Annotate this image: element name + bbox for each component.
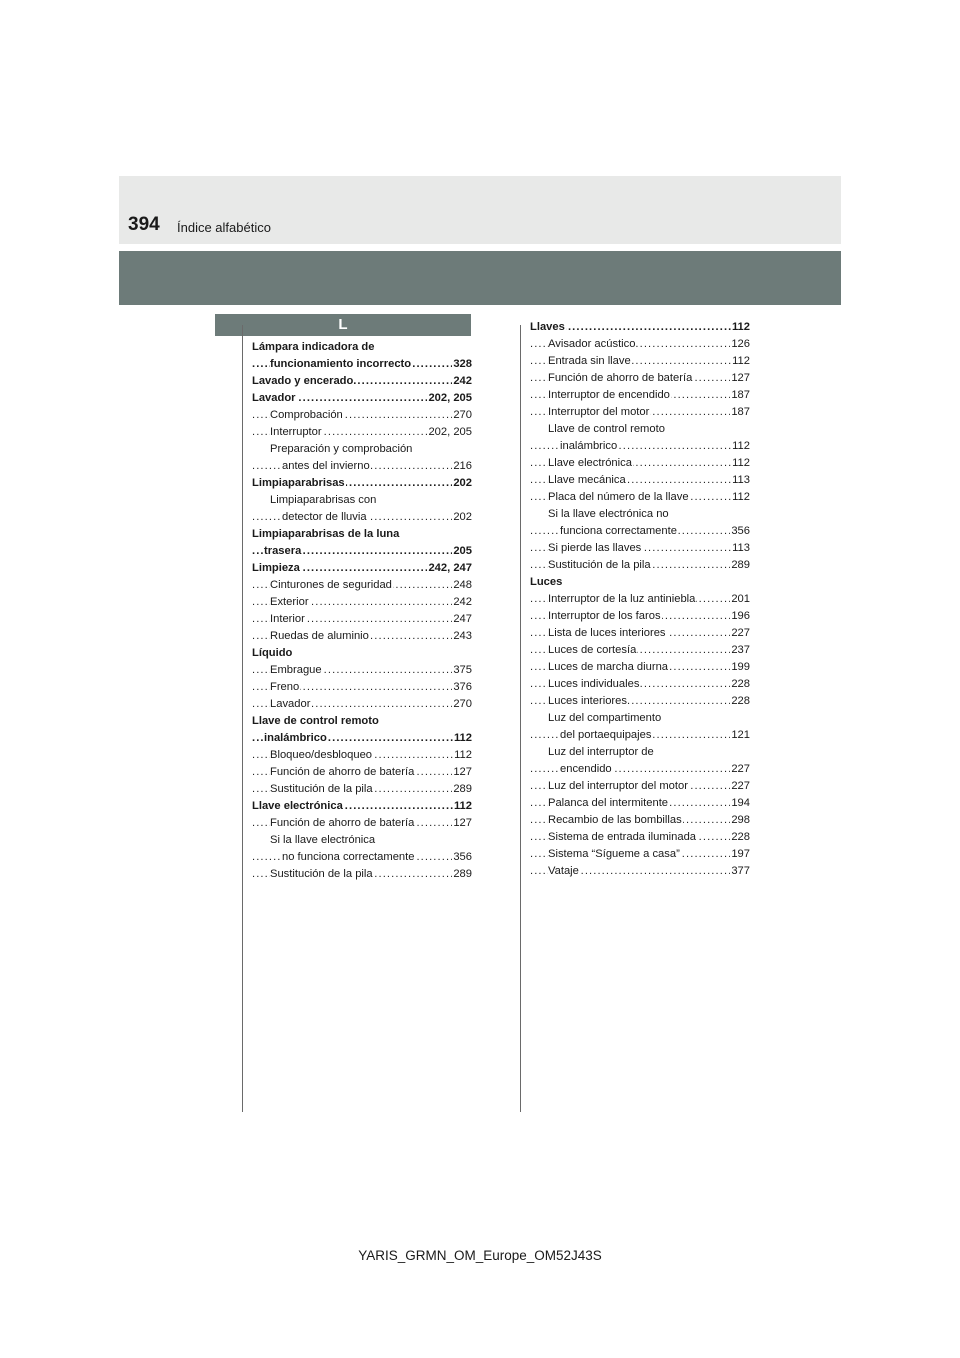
index-entry-term: Función de ahorro de batería: [270, 766, 415, 778]
index-entry: [530, 659, 750, 676]
index-entry-page: 289: [730, 557, 750, 574]
index-entry: [530, 829, 750, 846]
index-entry-term: del portaequipajes: [560, 729, 652, 741]
index-entry-page: 199: [730, 659, 750, 676]
index-entry: [530, 523, 750, 540]
index-entry-term: Placa del número de la llave: [548, 491, 689, 503]
left-column-rule: [242, 325, 243, 1112]
index-entry: [252, 594, 472, 611]
index-entry: [252, 730, 472, 747]
index-entry: [252, 628, 472, 645]
index-entry-term: Si la llave electrónica: [270, 834, 376, 846]
index-entry: [530, 608, 750, 625]
index-entry-page: 205: [452, 543, 472, 560]
index-entry-term: Luces de cortesía: [548, 644, 637, 656]
index-entry: [252, 577, 472, 594]
index-entry-term: Interruptor de los faros: [548, 610, 661, 622]
index-entry-term: Entrada sin llave: [548, 355, 631, 367]
index-entry-page: 242, 247: [427, 560, 472, 577]
index-entry: [530, 421, 750, 438]
index-entry: [530, 336, 750, 353]
index-entry-term: Lavador: [252, 392, 296, 404]
index-entry-term: Comprobación: [270, 409, 343, 421]
index-entry-term: Embrague: [270, 664, 322, 676]
index-entry: [530, 812, 750, 829]
index-entry-term: Exterior: [270, 596, 309, 608]
index-entry-page: 356: [452, 849, 472, 866]
index-entry-term: Sistema de entrada iluminada: [548, 831, 697, 843]
index-entry-term: Luz del interruptor de: [548, 746, 654, 758]
index-entry-term: Limpiaparabrisas: [252, 477, 345, 489]
index-entry-term: Luz del compartimento: [548, 712, 662, 724]
index-entry-page: 227: [730, 625, 750, 642]
index-entry-page: 112: [453, 730, 472, 747]
index-entry-page: 112: [731, 438, 750, 455]
index-column-right: [530, 319, 750, 880]
index-entry-page: 243: [452, 628, 472, 645]
chapter-band: [119, 251, 841, 305]
index-entry-page: 298: [730, 812, 750, 829]
index-entry-page: 112: [453, 747, 472, 764]
index-entry-term: Llaves: [530, 321, 565, 333]
index-entry-term: Ruedas de aluminio: [270, 630, 369, 642]
index-entry: [530, 676, 750, 693]
page-number: 394: [128, 214, 160, 235]
index-entry: [530, 574, 750, 591]
index-entry-page: 112: [731, 319, 750, 336]
index-entry: [530, 863, 750, 880]
index-entry: [252, 441, 472, 458]
index-entry-page: 375: [452, 662, 472, 679]
index-entry-page: 127: [730, 370, 750, 387]
index-entry: [252, 747, 472, 764]
index-entry-page: 237: [730, 642, 750, 659]
index-entry-page: 228: [730, 829, 750, 846]
index-entry-term: Interruptor: [270, 426, 322, 438]
index-entry-page: 112: [731, 489, 750, 506]
index-entry-page: 113: [731, 472, 750, 489]
index-entry: [252, 798, 472, 815]
index-entry: [252, 373, 472, 390]
index-entry-term: Lámpara indicadora de: [252, 341, 375, 353]
index-entry-term: Luces interiores: [548, 695, 627, 707]
index-entry-term: Sustitución de la pila: [270, 783, 373, 795]
index-entry-page: 228: [730, 676, 750, 693]
index-entry-term: inalámbrico: [264, 732, 327, 744]
index-entry-term: Luces: [530, 576, 563, 588]
index-entry-term: Función de ahorro de batería: [548, 372, 693, 384]
index-entry-term: inalámbrico: [560, 440, 618, 452]
index-entry-page: 248: [452, 577, 472, 594]
index-entry-term: Sistema “Sígueme a casa”: [548, 848, 680, 860]
index-entry-term: encendido: [560, 763, 612, 775]
index-entry: [252, 713, 472, 730]
index-entry-page: 247: [452, 611, 472, 628]
letter-heading: L: [215, 314, 471, 336]
index-entry-page: 127: [452, 815, 472, 832]
index-entry: [530, 557, 750, 574]
index-entry: [252, 543, 472, 560]
index-entry-page: 121: [730, 727, 750, 744]
index-entry: [530, 438, 750, 455]
index-entry: [530, 693, 750, 710]
index-entry-term: Sustitución de la pila: [270, 868, 373, 880]
index-entry-term: Interruptor de encendido: [548, 389, 670, 401]
index-entry-term: Líquido: [252, 647, 293, 659]
index-entry-page: 270: [452, 696, 472, 713]
index-entry: [530, 540, 750, 557]
index-entry-page: 270: [452, 407, 472, 424]
index-entry-term: Llave mecánica: [548, 474, 626, 486]
index-entry: [252, 458, 472, 475]
index-entry-term: Lavador: [270, 698, 311, 710]
index-entry: [252, 832, 472, 849]
index-entry-term: Avisador acústico: [548, 338, 636, 350]
index-entry: [530, 710, 750, 727]
index-entry-page: 216: [452, 458, 472, 475]
index-entry-term: Preparación y comprobación: [270, 443, 413, 455]
index-entry-page: 202: [452, 475, 472, 492]
document-code: YARIS_GRMN_OM_Europe_OM52J43S: [358, 1248, 602, 1263]
index-entry-page: 356: [730, 523, 750, 540]
index-entry: [530, 795, 750, 812]
index-entry-page: 202, 205: [427, 424, 472, 441]
index-entry-term: Palanca del intermitente: [548, 797, 669, 809]
index-entry: [252, 339, 472, 356]
index-entry: [530, 353, 750, 370]
index-entry: [252, 645, 472, 662]
index-entry-page: 201: [730, 591, 750, 608]
index-entry-page: 187: [730, 387, 750, 404]
index-entry: [252, 662, 472, 679]
index-entry: [252, 526, 472, 543]
index-entry: [252, 815, 472, 832]
index-entry-page: 202, 205: [427, 390, 472, 407]
index-entry-page: 289: [452, 781, 472, 798]
index-entry-term: Luz del interruptor del motor: [548, 780, 688, 792]
index-entry: [530, 591, 750, 608]
index-entry-page: 194: [730, 795, 750, 812]
index-entry-page: 127: [452, 764, 472, 781]
index-entry-term: Interruptor del motor: [548, 406, 650, 418]
index-entry: [252, 492, 472, 509]
index-entry-page: 227: [730, 778, 750, 795]
index-entry-term: Recambio de las bombillas: [548, 814, 682, 826]
index-entry: [252, 696, 472, 713]
index-entry-term: funcionamiento incorrecto: [270, 358, 412, 370]
index-entry-term: Cinturones de seguridad: [270, 579, 392, 591]
index-entry: [252, 679, 472, 696]
index-entry-page: 289: [452, 866, 472, 883]
index-entry-page: 113: [731, 540, 750, 557]
index-entry-page: 187: [730, 404, 750, 421]
index-entry: [530, 506, 750, 523]
index-entry: [530, 846, 750, 863]
index-entry-term: funciona correctamente: [560, 525, 677, 537]
index-entry-term: Lista de luces interiores: [548, 627, 666, 639]
section-title: Índice alfabético: [177, 220, 271, 235]
index-entry: [530, 778, 750, 795]
index-entry-page: 112: [453, 798, 472, 815]
index-entry-term: Función de ahorro de batería: [270, 817, 415, 829]
index-entry: [530, 489, 750, 506]
index-entry-page: 196: [730, 608, 750, 625]
index-entry-term: Freno: [270, 681, 300, 693]
index-entry-page: 126: [730, 336, 750, 353]
index-entry-page: 112: [731, 353, 750, 370]
index-entry-term: Llave de control remoto: [252, 715, 379, 727]
index-entry: [252, 781, 472, 798]
index-entry-page: 112: [731, 455, 750, 472]
index-entry-term: Lavado y encerado: [252, 375, 354, 387]
index-entry-page: 242: [452, 594, 472, 611]
index-entry-term: no funciona correctamente: [282, 851, 415, 863]
index-entry-term: Vataje: [548, 865, 579, 877]
index-entry-term: Llave electrónica: [548, 457, 632, 469]
index-entry: [252, 424, 472, 441]
index-entry-page: 228: [730, 693, 750, 710]
index-entry-term: Luces de marcha diurna: [548, 661, 669, 673]
index-entry: [530, 625, 750, 642]
index-entry: [530, 370, 750, 387]
index-entry-page: 242: [452, 373, 472, 390]
index-entry: [530, 744, 750, 761]
index-entry-term: Llave electrónica: [252, 800, 343, 812]
index-entry: [252, 764, 472, 781]
index-column-left: [252, 339, 472, 883]
index-entry-term: trasera: [264, 545, 302, 557]
index-entry-term: Limpiaparabrisas de la luna: [252, 528, 400, 540]
index-entry: [530, 472, 750, 489]
index-entry-term: Limpiaparabrisas con: [270, 494, 377, 506]
index-entry-page: 376: [452, 679, 472, 696]
index-entry: [252, 611, 472, 628]
index-entry-page: 328: [452, 356, 472, 373]
index-entry: [252, 356, 472, 373]
index-entry-page: 227: [730, 761, 750, 778]
index-entry-term: Si la llave electrónica no: [548, 508, 669, 520]
index-entry: [530, 455, 750, 472]
right-column-rule: [520, 325, 521, 1112]
index-entry: [530, 761, 750, 778]
index-entry-term: Si pierde las llaves: [548, 542, 642, 554]
index-entry: [252, 475, 472, 492]
index-entry-term: Interior: [270, 613, 305, 625]
index-entry: [252, 849, 472, 866]
index-entry-page: 377: [730, 863, 750, 880]
index-entry-term: Llave de control remoto: [548, 423, 665, 435]
index-entry-term: Sustitución de la pila: [548, 559, 651, 571]
index-entry: [252, 560, 472, 577]
index-entry: [252, 866, 472, 883]
index-entry: [530, 642, 750, 659]
index-entry: [530, 319, 750, 336]
index-entry-term: Luces individuales: [548, 678, 640, 690]
index-entry-term: detector de lluvia: [282, 511, 367, 523]
index-entry: [252, 407, 472, 424]
index-entry-term: Interruptor de la luz antiniebla: [548, 593, 696, 605]
index-entry-page: 202: [452, 509, 472, 526]
index-entry: [252, 509, 472, 526]
index-entry: [530, 727, 750, 744]
index-entry: [530, 387, 750, 404]
index-entry-page: 197: [730, 846, 750, 863]
index-entry-term: antes del invierno: [282, 460, 370, 472]
index-entry-term: Bloqueo/desbloqueo: [270, 749, 373, 761]
index-entry: [530, 404, 750, 421]
index-entry-term: Limpieza: [252, 562, 300, 574]
index-entry: [252, 390, 472, 407]
